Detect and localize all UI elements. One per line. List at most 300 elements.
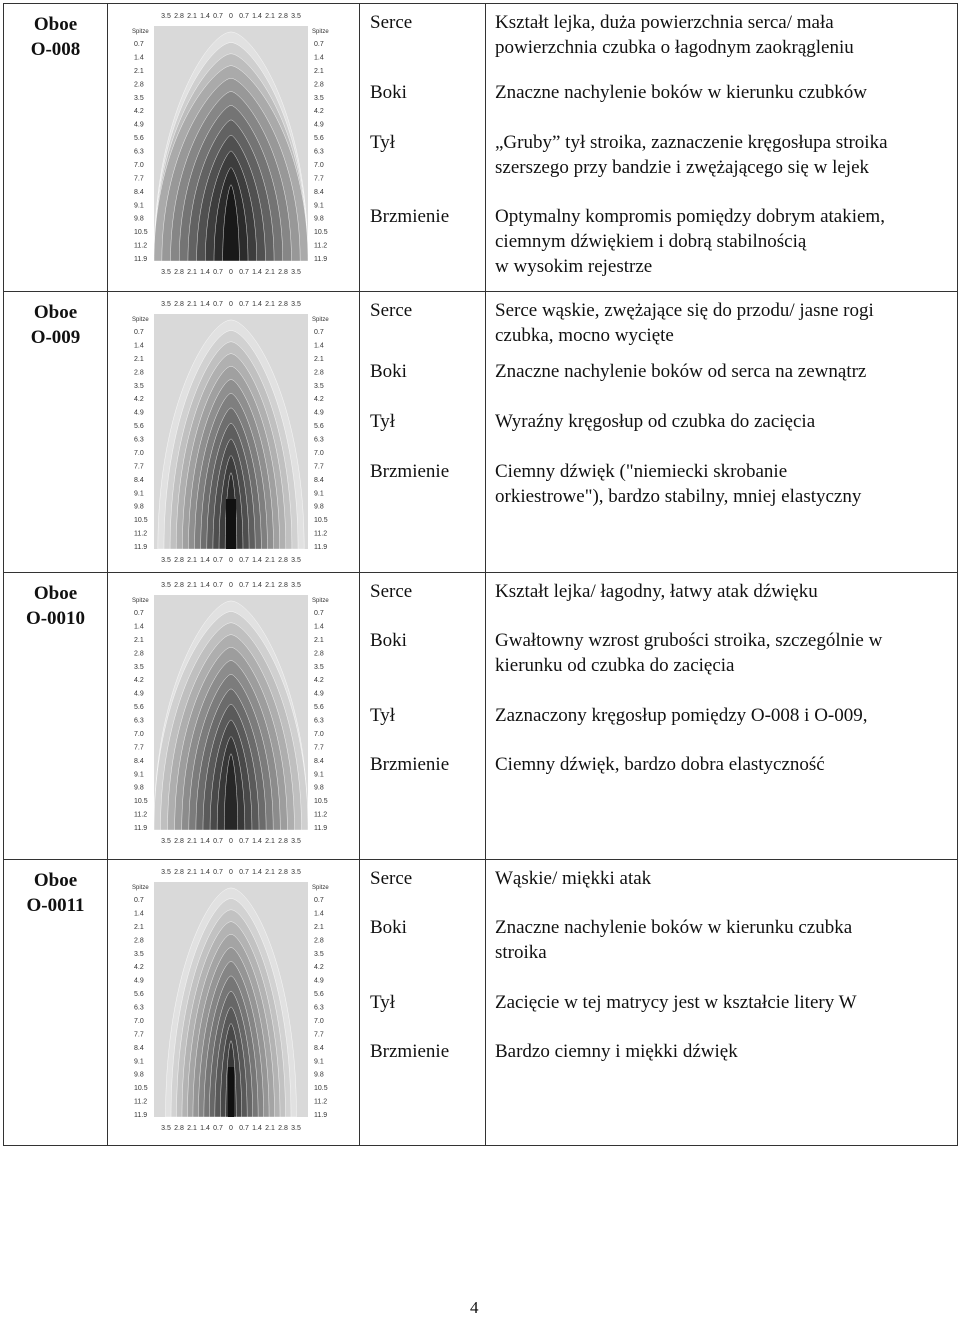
description-line: Ciemny dźwięk ("niemiecki skrobanie (495, 461, 788, 482)
param-label: Tył (370, 705, 396, 726)
y-tick-label: 9.8 (314, 503, 324, 511)
y-tick-label: 2.1 (314, 923, 324, 931)
x-tick-label: 2.1 (265, 13, 275, 20)
y-tick-label: 7.0 (134, 730, 144, 738)
param-description (495, 130, 888, 180)
y-tick-label: 7.0 (314, 1017, 324, 1025)
y-tick-label: 5.6 (314, 991, 324, 999)
thickness-contour-chart (118, 296, 348, 566)
spitze-label: Spitze (132, 598, 149, 604)
reed-chart-cell (108, 4, 360, 292)
x-tick-label: 1.4 (252, 13, 262, 20)
x-tick-label: 0.7 (239, 557, 249, 564)
y-tick-label: 11.9 (314, 544, 328, 551)
x-tick-label: 2.1 (187, 869, 197, 876)
description-line: Zacięcie w tej matrycy jest w kształcie litery W (495, 992, 857, 1013)
y-tick-label: 9.8 (314, 1071, 324, 1079)
description-line: powierzchnia czubka o łagodnym zaokrągleniu (495, 37, 854, 58)
y-tick-label: 10.5 (134, 798, 148, 806)
description-line: Znaczne nachylenie boków w kierunku czubków (495, 82, 867, 103)
x-tick-label: 2.8 (278, 1125, 288, 1132)
y-tick-label: 9.8 (314, 784, 324, 792)
x-tick-label: 1.4 (200, 1125, 210, 1132)
reed-name-line1: Oboe (33, 870, 78, 891)
x-tick-label: 0 (229, 869, 233, 876)
y-tick-label: 2.1 (314, 355, 324, 363)
y-tick-label: 11.9 (134, 256, 148, 263)
description-line: Wąskie/ miękki atak (495, 868, 652, 889)
x-tick-label: 2.8 (174, 557, 184, 564)
reed-desc-cell (486, 4, 958, 292)
x-tick-label: 3.5 (161, 13, 171, 20)
x-tick-label: 0 (229, 301, 233, 308)
description-line: Gwałtowny wzrost grubości stroika, szczególnie w (495, 630, 883, 651)
x-tick-label: 1.4 (200, 869, 210, 876)
description-line: Wyraźny kręgosłup od czubka do zacięcia (495, 411, 816, 432)
x-tick-label: 0.7 (239, 301, 249, 308)
y-tick-label: 7.0 (134, 161, 144, 169)
x-tick-label: 1.4 (200, 582, 210, 589)
x-tick-label: 0 (229, 269, 233, 276)
y-tick-label: 4.9 (314, 977, 324, 985)
description-line: stroika (495, 942, 547, 963)
x-tick-label: 2.8 (174, 582, 184, 589)
x-tick-label: 1.4 (200, 838, 210, 845)
param-label: Boki (370, 630, 407, 651)
spitze-label: Spitze (132, 317, 149, 323)
x-tick-label: 2.1 (187, 557, 197, 564)
x-tick-label: 2.8 (174, 269, 184, 276)
x-tick-label: 2.1 (265, 582, 275, 589)
x-tick-label: 1.4 (200, 13, 210, 20)
param-label: Serce (370, 12, 413, 33)
y-tick-label: 0.7 (134, 610, 144, 617)
y-tick-label: 8.4 (314, 476, 324, 484)
y-tick-label: 2.1 (134, 636, 144, 644)
param-label: Serce (370, 581, 413, 602)
thickness-contour-chart (118, 864, 348, 1134)
description-line: Serce wąskie, zwężające się do przodu/ jasne rogi (495, 300, 874, 321)
param-description (495, 459, 861, 509)
x-tick-label: 2.8 (278, 838, 288, 845)
x-tick-label: 3.5 (291, 582, 301, 589)
x-tick-label: 3.5 (291, 1125, 301, 1132)
x-tick-label: 3.5 (291, 838, 301, 845)
param-description (495, 579, 818, 604)
spitze-label: Spitze (312, 29, 329, 35)
param-description (495, 298, 874, 348)
y-tick-label: 0.7 (314, 610, 324, 617)
reed-row (4, 573, 958, 860)
x-tick-label: 2.8 (278, 301, 288, 308)
x-tick-label: 2.8 (278, 869, 288, 876)
y-tick-label: 11.2 (134, 530, 148, 538)
param-label: Tył (370, 132, 396, 153)
x-tick-label: 2.1 (265, 869, 275, 876)
reed-name-line2: O-0010 (25, 608, 86, 629)
y-tick-label: 7.7 (134, 175, 144, 183)
spitze-label: Spitze (312, 317, 329, 323)
x-tick-label: 0.7 (239, 869, 249, 876)
y-tick-label: 1.4 (134, 342, 144, 350)
description-line: czubka, mocno wycięte (495, 325, 674, 346)
reed-name-cell (4, 4, 108, 292)
x-tick-label: 2.1 (187, 1125, 197, 1132)
reed-row (4, 860, 958, 1146)
y-tick-label: 3.5 (314, 94, 324, 102)
y-tick-label: 11.9 (134, 544, 148, 551)
y-tick-label: 11.9 (314, 1112, 328, 1119)
param-description (495, 204, 885, 279)
spitze-label: Spitze (312, 598, 329, 604)
x-tick-label: 3.5 (161, 1125, 171, 1132)
x-tick-label: 3.5 (161, 301, 171, 308)
y-tick-label: 7.0 (314, 161, 324, 169)
y-tick-label: 7.0 (314, 449, 324, 457)
reed-param-cell (360, 573, 486, 860)
y-tick-label: 6.3 (314, 1004, 324, 1012)
reed-name-line1: Oboe (33, 583, 78, 604)
y-tick-label: 7.0 (134, 449, 144, 457)
y-tick-label: 9.1 (314, 202, 324, 210)
y-tick-label: 6.3 (134, 1004, 144, 1012)
param-label: Tył (370, 992, 396, 1013)
x-tick-label: 2.8 (174, 301, 184, 308)
reed-name (4, 860, 107, 918)
x-tick-label: 0 (229, 13, 233, 20)
y-tick-label: 7.7 (314, 463, 324, 471)
y-tick-label: 0.7 (314, 41, 324, 48)
y-tick-label: 10.5 (314, 1085, 328, 1093)
y-tick-label: 6.3 (134, 436, 144, 444)
param-description (495, 628, 882, 678)
param-description (495, 409, 815, 434)
param-label: Brzmienie (370, 1041, 450, 1062)
x-tick-label: 1.4 (200, 557, 210, 564)
x-tick-label: 0.7 (213, 838, 223, 845)
x-tick-label: 2.1 (265, 1125, 275, 1132)
y-tick-label: 4.2 (134, 964, 144, 972)
y-tick-label: 1.4 (314, 910, 324, 918)
description-line: Ciemny dźwięk, bardzo dobra elastyczność (495, 754, 825, 775)
x-tick-label: 0.7 (213, 557, 223, 564)
y-tick-label: 0.7 (134, 897, 144, 904)
x-tick-label: 1.4 (252, 869, 262, 876)
param-description (495, 990, 857, 1015)
param-label: Brzmienie (370, 461, 450, 482)
y-tick-label: 11.2 (314, 1098, 328, 1106)
y-tick-label: 9.1 (134, 1058, 144, 1066)
x-tick-label: 0.7 (213, 869, 223, 876)
y-tick-label: 2.8 (134, 937, 144, 945)
description-line: „Gruby” tył stroika, zaznaczenie kręgosłupa stroika (495, 132, 888, 153)
description-line: Optymalny kompromis pomiędzy dobrym atakiem, (495, 206, 885, 227)
param-description (495, 1039, 738, 1064)
reed-name-line2: O-0011 (26, 895, 85, 916)
y-tick-label: 11.9 (314, 825, 328, 832)
y-tick-label: 11.2 (314, 811, 328, 819)
y-tick-label: 11.2 (314, 530, 328, 538)
y-tick-label: 4.2 (134, 108, 144, 116)
x-tick-label: 1.4 (252, 582, 262, 589)
y-tick-label: 6.3 (134, 148, 144, 156)
reed-row (4, 292, 958, 573)
x-tick-label: 3.5 (291, 869, 301, 876)
x-tick-label: 2.1 (187, 838, 197, 845)
y-tick-label: 1.4 (134, 910, 144, 918)
reed-row (4, 4, 958, 292)
description-line: Zaznaczony kręgosłup pomiędzy O-008 i O-009, (495, 705, 868, 726)
y-tick-label: 7.0 (134, 1017, 144, 1025)
y-tick-label: 9.1 (314, 771, 324, 779)
param-description (495, 10, 854, 60)
x-tick-label: 2.8 (278, 13, 288, 20)
x-tick-label: 3.5 (291, 13, 301, 20)
y-tick-label: 1.4 (314, 54, 324, 62)
y-tick-label: 5.6 (314, 135, 324, 143)
y-tick-label: 0.7 (314, 329, 324, 336)
y-tick-label: 2.1 (134, 923, 144, 931)
description-line: Kształt lejka, duża powierzchnia serca/ mała (495, 12, 834, 33)
param-label: Boki (370, 361, 407, 382)
y-tick-label: 9.1 (314, 1058, 324, 1066)
param-label: Serce (370, 868, 413, 889)
y-tick-label: 10.5 (134, 517, 148, 525)
x-tick-label: 0 (229, 1125, 233, 1132)
y-tick-label: 9.1 (134, 490, 144, 498)
description-line: Znaczne nachylenie boków od serca na zewnątrz (495, 361, 867, 382)
y-tick-label: 4.9 (314, 121, 324, 129)
x-tick-label: 2.1 (187, 13, 197, 20)
x-tick-label: 0.7 (213, 1125, 223, 1132)
reed-desc-cell (486, 860, 958, 1146)
y-tick-label: 6.3 (314, 436, 324, 444)
y-tick-label: 7.7 (314, 1031, 324, 1039)
y-tick-label: 10.5 (314, 229, 328, 237)
y-tick-label: 1.4 (134, 623, 144, 631)
y-tick-label: 8.4 (314, 1044, 324, 1052)
x-tick-label: 2.8 (174, 1125, 184, 1132)
description-line: w wysokim rejestrze (495, 256, 653, 277)
x-tick-label: 1.4 (252, 301, 262, 308)
y-tick-label: 11.9 (134, 825, 148, 832)
x-tick-label: 3.5 (161, 582, 171, 589)
y-tick-label: 4.9 (314, 690, 324, 698)
y-tick-label: 6.3 (134, 717, 144, 725)
param-description (495, 359, 866, 384)
y-tick-label: 4.9 (314, 409, 324, 417)
y-tick-label: 4.2 (134, 677, 144, 685)
description-line: szerszego przy bandzie i zwężającego się w lejek (495, 157, 869, 178)
y-tick-label: 7.7 (134, 463, 144, 471)
y-tick-label: 4.2 (314, 964, 324, 972)
y-tick-label: 1.4 (314, 342, 324, 350)
y-tick-label: 5.6 (134, 423, 144, 431)
y-tick-label: 4.2 (134, 396, 144, 404)
y-tick-label: 8.4 (134, 188, 144, 196)
y-tick-label: 8.4 (134, 1044, 144, 1052)
y-tick-label: 1.4 (314, 623, 324, 631)
thickness-contour-chart (118, 577, 348, 847)
reed-name (4, 573, 107, 631)
reed-name (4, 4, 107, 62)
y-tick-label: 4.2 (314, 677, 324, 685)
y-tick-label: 10.5 (134, 229, 148, 237)
spitze-label: Spitze (132, 885, 149, 891)
x-tick-label: 2.1 (265, 269, 275, 276)
y-tick-label: 2.1 (134, 67, 144, 75)
param-description (495, 80, 867, 105)
y-tick-label: 7.0 (314, 730, 324, 738)
x-tick-label: 0 (229, 582, 233, 589)
reed-chart-cell (108, 573, 360, 860)
x-tick-label: 3.5 (291, 301, 301, 308)
y-tick-label: 7.7 (134, 1031, 144, 1039)
y-tick-label: 6.3 (314, 148, 324, 156)
x-tick-label: 0.7 (239, 1125, 249, 1132)
reed-name-line2: O-008 (30, 39, 81, 60)
y-tick-label: 4.9 (134, 977, 144, 985)
x-tick-label: 3.5 (291, 269, 301, 276)
y-tick-label: 2.8 (314, 650, 324, 658)
description-line: Znaczne nachylenie boków w kierunku czubka (495, 917, 853, 938)
x-tick-label: 2.1 (187, 269, 197, 276)
y-tick-label: 4.9 (134, 121, 144, 129)
reed-name-line1: Oboe (33, 14, 78, 35)
y-tick-label: 3.5 (134, 950, 144, 958)
y-tick-label: 9.1 (134, 771, 144, 779)
y-tick-label: 11.9 (134, 1112, 148, 1119)
x-tick-label: 0.7 (239, 582, 249, 589)
y-tick-label: 11.2 (314, 242, 328, 250)
x-tick-label: 3.5 (291, 557, 301, 564)
param-description (495, 915, 852, 965)
reed-chart-cell (108, 860, 360, 1146)
y-tick-label: 8.4 (134, 476, 144, 484)
y-tick-label: 2.1 (314, 67, 324, 75)
reed-name-cell (4, 573, 108, 860)
y-tick-label: 2.8 (134, 369, 144, 377)
x-tick-label: 3.5 (161, 869, 171, 876)
description-line: ciemnym dźwiękiem i dobrą stabilnością (495, 231, 807, 252)
x-tick-label: 2.8 (278, 557, 288, 564)
y-tick-label: 5.6 (134, 991, 144, 999)
y-tick-label: 4.2 (314, 108, 324, 116)
y-tick-label: 7.7 (314, 175, 324, 183)
y-tick-label: 5.6 (134, 135, 144, 143)
description-line: kierunku od czubka do zacięcia (495, 655, 735, 676)
y-tick-label: 11.2 (134, 1098, 148, 1106)
contour-spine (228, 1067, 234, 1117)
y-tick-label: 10.5 (134, 1085, 148, 1093)
y-tick-label: 8.4 (314, 188, 324, 196)
y-tick-label: 8.4 (314, 757, 324, 765)
y-tick-label: 11.9 (314, 256, 328, 263)
y-tick-label: 3.5 (134, 382, 144, 390)
y-tick-label: 3.5 (314, 663, 324, 671)
x-tick-label: 1.4 (252, 269, 262, 276)
description-line: Bardzo ciemny i miękki dźwięk (495, 1041, 738, 1062)
spitze-label: Spitze (312, 885, 329, 891)
x-tick-label: 2.1 (265, 557, 275, 564)
y-tick-label: 7.7 (134, 744, 144, 752)
reed-name-cell (4, 860, 108, 1146)
y-tick-label: 3.5 (314, 382, 324, 390)
reed-param-cell (360, 292, 486, 573)
page-number: 4 (470, 1298, 479, 1317)
y-tick-label: 9.8 (134, 784, 144, 792)
x-tick-label: 0 (229, 838, 233, 845)
x-tick-label: 2.1 (265, 301, 275, 308)
y-tick-label: 2.8 (314, 937, 324, 945)
param-label: Boki (370, 917, 407, 938)
x-tick-label: 1.4 (200, 269, 210, 276)
param-description (495, 752, 825, 777)
x-tick-label: 1.4 (252, 1125, 262, 1132)
y-tick-label: 5.6 (314, 423, 324, 431)
reed-matrix-table (3, 3, 958, 1146)
description-line: orkiestrowe"), bardzo stabilny, mniej elastyczny (495, 486, 862, 507)
y-tick-label: 4.9 (134, 690, 144, 698)
x-tick-label: 0.7 (239, 838, 249, 845)
y-tick-label: 8.4 (134, 757, 144, 765)
param-label: Brzmienie (370, 754, 450, 775)
y-tick-label: 4.2 (314, 396, 324, 404)
y-tick-label: 6.3 (314, 717, 324, 725)
x-tick-label: 2.1 (265, 838, 275, 845)
spitze-label: Spitze (132, 29, 149, 35)
y-tick-label: 9.8 (134, 215, 144, 223)
y-tick-label: 2.1 (314, 636, 324, 644)
x-tick-label: 3.5 (161, 838, 171, 845)
y-tick-label: 9.1 (314, 490, 324, 498)
y-tick-label: 2.8 (314, 81, 324, 89)
x-tick-label: 0 (229, 557, 233, 564)
y-tick-label: 2.8 (134, 81, 144, 89)
y-tick-label: 4.9 (134, 409, 144, 417)
contour-spine (226, 499, 236, 549)
reed-name-line2: O-009 (30, 327, 81, 348)
y-tick-label: 9.1 (134, 202, 144, 210)
reed-desc-cell (486, 292, 958, 573)
param-label: Boki (370, 82, 407, 103)
x-tick-label: 1.4 (252, 838, 262, 845)
x-tick-label: 2.1 (187, 582, 197, 589)
y-tick-label: 2.1 (134, 355, 144, 363)
x-tick-label: 2.8 (174, 869, 184, 876)
y-tick-label: 5.6 (134, 704, 144, 712)
reed-name-line1: Oboe (33, 302, 78, 323)
param-label: Tył (370, 411, 396, 432)
y-tick-label: 3.5 (134, 94, 144, 102)
reed-desc-cell (486, 573, 958, 860)
x-tick-label: 3.5 (161, 557, 171, 564)
y-tick-label: 9.8 (134, 503, 144, 511)
thickness-contour-chart (118, 8, 348, 278)
reed-name-cell (4, 292, 108, 573)
y-tick-label: 5.6 (314, 704, 324, 712)
x-tick-label: 1.4 (252, 557, 262, 564)
y-tick-label: 7.7 (314, 744, 324, 752)
x-tick-label: 2.8 (278, 269, 288, 276)
x-tick-label: 0.7 (213, 13, 223, 20)
x-tick-label: 2.1 (187, 301, 197, 308)
y-tick-label: 9.8 (134, 1071, 144, 1079)
x-tick-label: 2.8 (174, 838, 184, 845)
param-description (495, 703, 868, 728)
x-tick-label: 0.7 (239, 13, 249, 20)
y-tick-label: 0.7 (314, 897, 324, 904)
